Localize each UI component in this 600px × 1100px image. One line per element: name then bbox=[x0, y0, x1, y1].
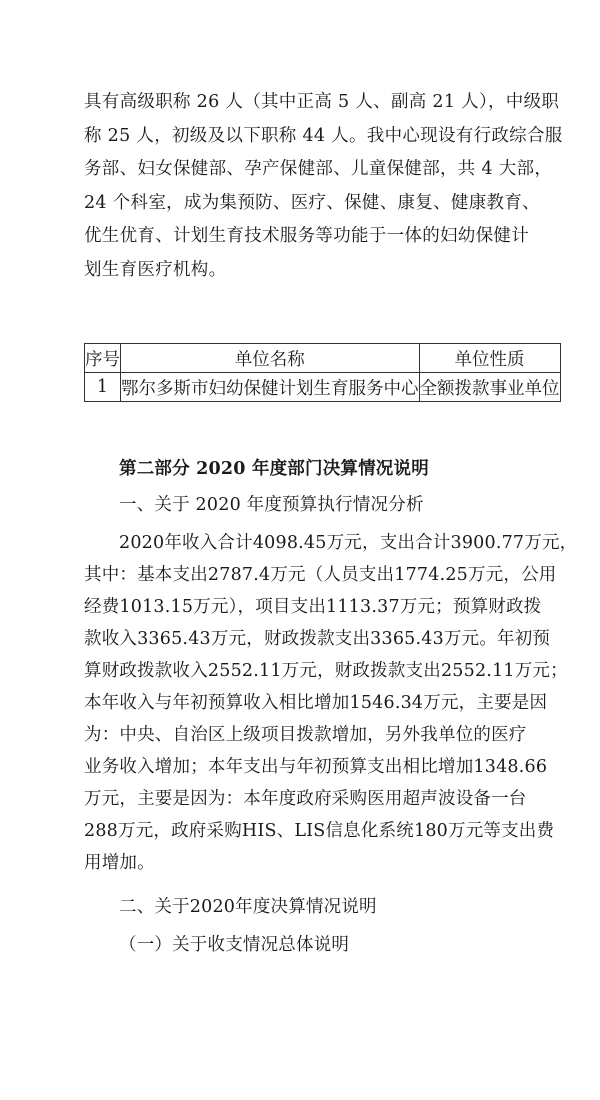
body-line: 款收入3365.43万元，财政拨款支出3365.43万元。年初预 bbox=[84, 629, 551, 649]
header-unit-type: 单位性质 bbox=[419, 344, 560, 373]
header-serial-number: 序号 bbox=[85, 344, 121, 373]
intro-line: 优生优育、计划生育技术服务等功能于一体的妇幼保健计 bbox=[84, 226, 529, 246]
body-line: 为：中央、自治区上级项目拨款增加，另外我单位的医疗 bbox=[84, 725, 527, 745]
intro-line: 称 25 人，初级及以下职称 44 人。我中心现设有行政综合服 bbox=[84, 125, 563, 146]
cell-serial-number: 1 bbox=[85, 373, 121, 402]
intro-line: 具有高级职称 26 人（其中正高 5 人、副高 21 人），中级职 bbox=[84, 92, 560, 112]
body-line: 本年收入与年初预算收入相比增加1546.34万元，主要是因 bbox=[84, 693, 548, 713]
intro-line: 24 个科室，成为集预防、医疗、保健、康复、健康教育、 bbox=[84, 192, 540, 213]
budget-paragraph bbox=[84, 527, 578, 879]
cell-unit-name: 鄂尔多斯市妇幼保健计划生育服务中心 bbox=[121, 373, 420, 402]
body-line: 万元，主要是因为：本年度政府采购医用超声波设备一台 bbox=[84, 789, 527, 809]
table-row bbox=[85, 373, 561, 402]
body-line: 用增加。 bbox=[84, 853, 155, 873]
subheading-budget-execution: 一、关于 2020 年度预算执行情况分析 bbox=[119, 495, 424, 515]
table-header-row bbox=[85, 344, 561, 373]
intro-paragraph bbox=[84, 86, 563, 287]
intro-line: 务部、妇女保健部、孕产保健部、儿童保健部，共 4 大部， bbox=[84, 159, 553, 179]
part2-heading: 第二部分 2020 年度部门决算情况说明 bbox=[119, 459, 429, 479]
header-unit-name: 单位名称 bbox=[121, 344, 420, 373]
body-line: 业务收入增加；本年支出与年初预算支出相比增加1348.66 bbox=[84, 757, 548, 777]
subheading-income-expense-overview: （一）关于收支情况总体说明 bbox=[119, 935, 350, 955]
body-line: 算财政拨款收入2552.11万元，财政拨款支出2552.11万元； bbox=[84, 661, 568, 681]
intro-line: 划生育医疗机构。 bbox=[84, 259, 227, 280]
unit-table bbox=[84, 343, 561, 402]
body-line: 2020年收入合计4098.45万元，支出合计3900.77万元， bbox=[119, 533, 578, 553]
body-line: 经费1013.15万元），项目支出1113.37万元；预算财政拨 bbox=[84, 597, 542, 617]
subheading-final-accounts: 二、关于2020年度决算情况说明 bbox=[119, 897, 377, 917]
cell-unit-type: 全额拨款事业单位 bbox=[419, 373, 560, 402]
part2-section bbox=[84, 453, 578, 961]
body-line: 其中：基本支出2787.4万元（人员支出1774.25万元，公用 bbox=[84, 565, 557, 585]
body-line: 288万元，政府采购HIS、LIS信息化系统180万元等支出费 bbox=[84, 821, 555, 841]
